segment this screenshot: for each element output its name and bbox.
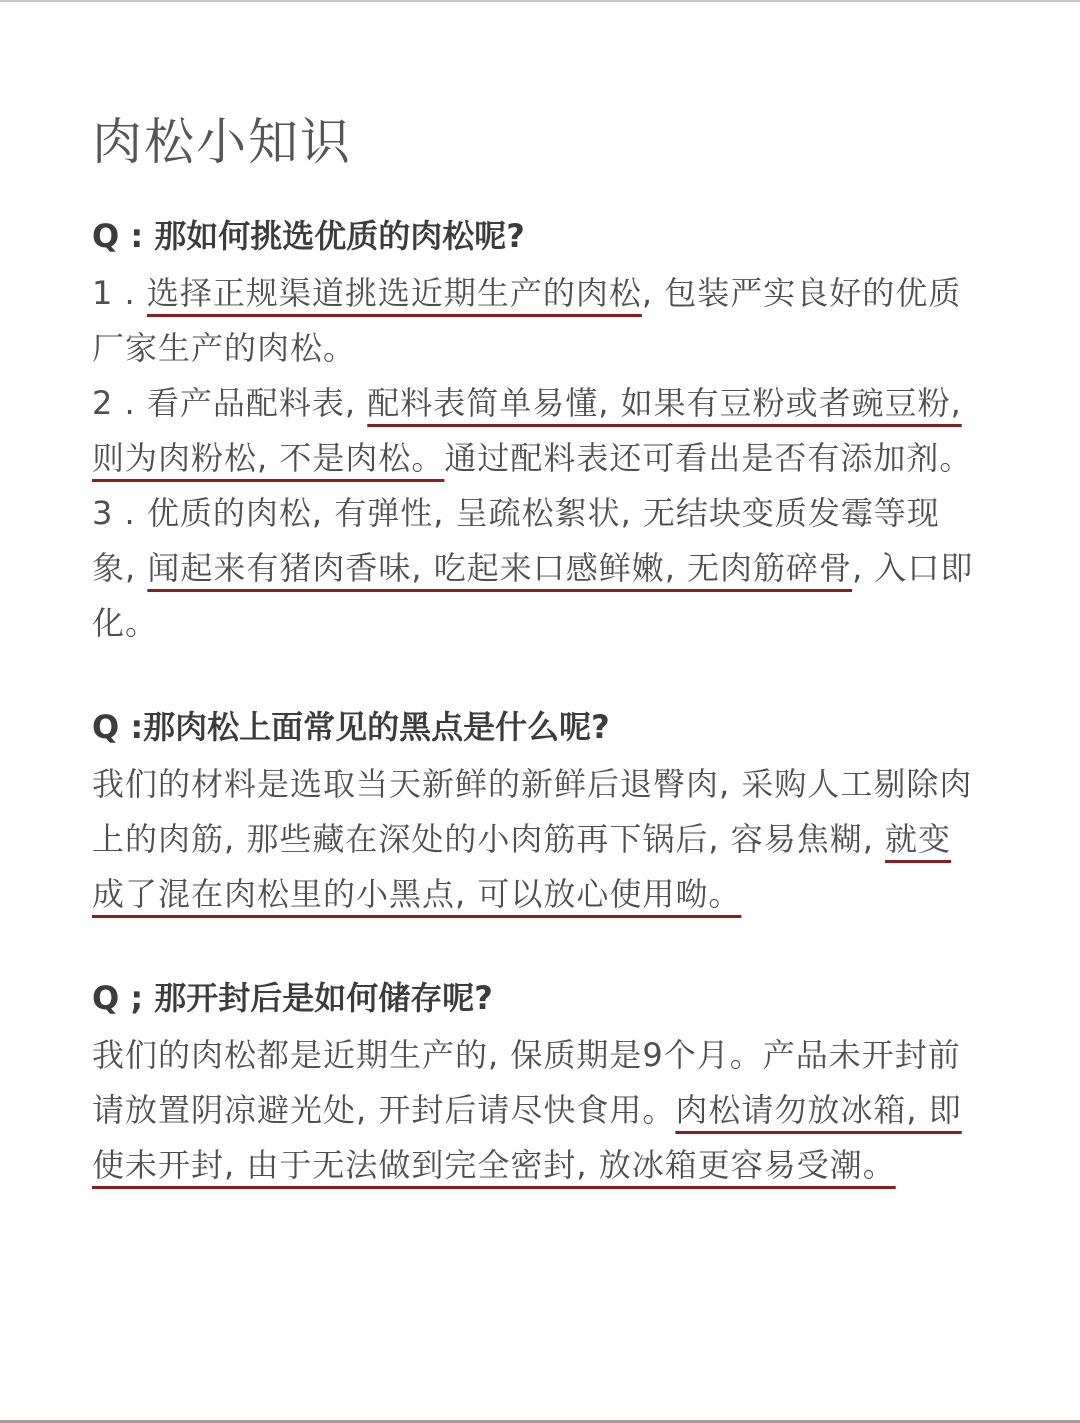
question-heading: Q : 那如何挑选优质的肉松呢?	[92, 217, 525, 255]
faq-section-storage	[92, 978, 978, 1193]
list-item	[92, 376, 978, 486]
body-text: 看产品配料表,	[146, 384, 368, 422]
highlighted-text: 肉松请勿放冰箱, 即使未开封, 由于无法做到完全密封, 放冰箱更容易受潮。	[92, 1091, 962, 1184]
answer-paragraph	[92, 1028, 978, 1193]
item-number: 1 .	[92, 274, 147, 312]
highlighted-text: 闻起来有猪肉香味, 吃起来口感鲜嫩, 无肉筋碎骨	[147, 549, 853, 587]
section-gap	[92, 651, 978, 707]
faq-section-black-dots	[92, 707, 978, 922]
body-text: 我们的肉松都是近期生产的, 保质期是9个月。产品未开封前请放置阴凉避光处, 开封后请尽快食用。	[92, 1036, 961, 1129]
list-item	[92, 266, 978, 376]
section-gap	[92, 922, 978, 978]
question-heading: Q ; 那开封后是如何储存呢?	[92, 979, 493, 1017]
answer-paragraph	[92, 757, 978, 922]
highlighted-text: 就变成了混在肉松里的小黑点, 可以放心使用呦。	[92, 820, 952, 913]
list-item	[92, 486, 978, 651]
highlighted-text: 选择正规渠道挑选近期生产的肉松	[146, 274, 642, 312]
article	[92, 112, 978, 1193]
body-text: 优质的肉松, 有弹性, 呈疏松絮状, 无结块变质发霉等现象,	[92, 494, 940, 587]
item-number: 3 .	[92, 494, 147, 532]
top-divider	[0, 0, 1080, 2]
page-title: 肉松小知识	[92, 113, 352, 171]
faq-section-selection	[92, 216, 978, 651]
body-text: , 包装严实良好的优质厂家生产的肉松。	[92, 274, 962, 367]
question-heading: Q :那肉松上面常见的黑点是什么呢?	[92, 708, 610, 746]
item-number: 2 .	[92, 384, 147, 422]
highlighted-text: 配料表简单易懂, 如果有豆粉或者豌豆粉, 则为肉粉松, 不是肉松。	[92, 384, 962, 477]
body-text: 我们的材料是选取当天新鲜的新鲜后退臀肉, 采购人工剔除肉上的肉筋, 那些藏在深处的小肉筋再下锅后, 容易焦糊,	[92, 765, 973, 858]
body-text: , 入口即化。	[92, 549, 974, 642]
body-text: 通过配料表还可看出是否有添加剂。	[444, 439, 973, 477]
